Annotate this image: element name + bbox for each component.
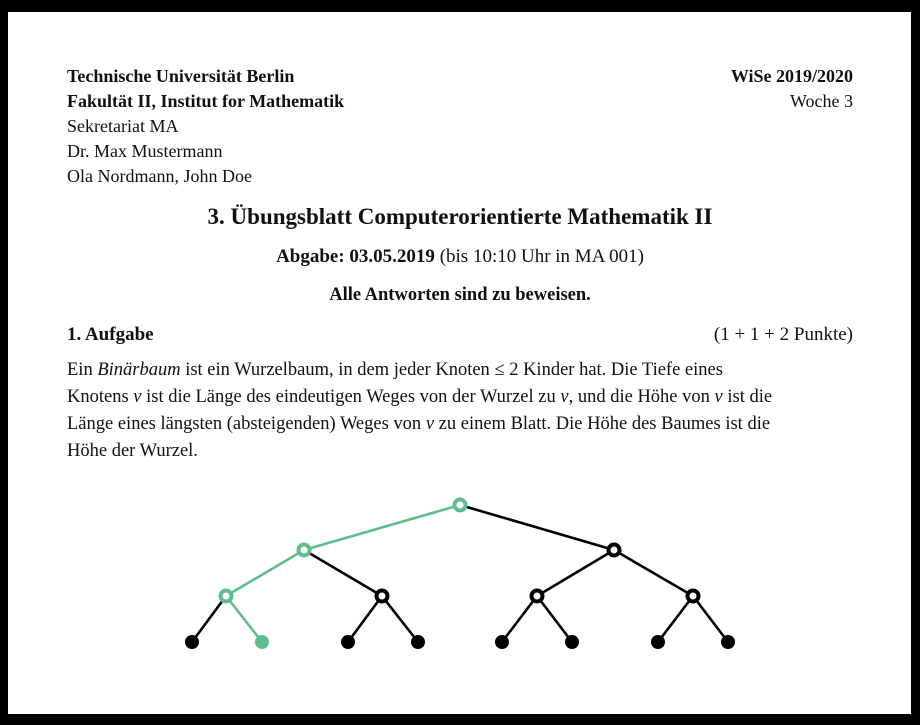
text-line: [67, 357, 853, 384]
text-segment: Ein: [67, 360, 98, 380]
header: [67, 64, 853, 189]
semester-line: WiSe 2019/2020: [730, 66, 853, 86]
tree-node-leaf6: [565, 635, 579, 649]
exercise-number: 1. Aufgabe: [67, 324, 154, 345]
secretariat-line: Sekretariat MA: [67, 116, 179, 136]
tree-edge-n2b-leaf4: [382, 596, 418, 642]
math-term: v: [425, 414, 435, 434]
submission-deadline: Abgabe: 03.05.2019: [276, 246, 435, 267]
tree-edge-n2d-leaf8: [693, 596, 728, 642]
tree-edge-n1l-n2b: [304, 550, 382, 596]
text-segment: Höhe der Wurzel.: [67, 441, 198, 461]
header-left-block: [67, 64, 344, 189]
tree-edge-n2c-leaf5: [502, 596, 537, 642]
text-line: [67, 411, 853, 438]
submission-details: (bis 10:10 Uhr in MA 001): [434, 246, 644, 267]
lecturer-line: Dr. Max Mustermann: [67, 141, 223, 161]
tree-edge-n1l-n2a: [226, 550, 304, 596]
tree-edge-n2a-leaf2: [226, 596, 262, 642]
tree-node-leaf4: [411, 635, 425, 649]
text-segment: ist die: [722, 387, 773, 407]
tree-edge-n1r-n2c: [537, 550, 614, 596]
tree-node-leaf1: [185, 635, 199, 649]
text-segment: ist ein Wurzelbaum, in dem jeder Knoten ≤ 2 Kinder hat. Die Tiefe eines: [180, 360, 723, 380]
math-term: Binärbaum: [97, 360, 181, 380]
institution-name: Technische Universität Berlin: [67, 66, 295, 86]
page-content: [8, 12, 911, 465]
faculty-name: Fakultät II, Institut for Mathematik: [67, 91, 345, 111]
text-segment: Knotens: [67, 387, 134, 407]
text-segment: , und die Höhe von: [568, 387, 715, 407]
math-term: v: [714, 387, 723, 407]
exercise-heading: [67, 322, 853, 347]
tree-edge-n2c-leaf6: [537, 596, 572, 642]
text-line: [67, 384, 853, 411]
tree-node-leaf5: [495, 635, 509, 649]
tree-node-leaf7: [651, 635, 665, 649]
exercise-text: [67, 357, 853, 465]
text-segment: zu einem Blatt. Die Höhe des Baumes ist die: [434, 414, 771, 434]
tree-node-n2c: [532, 591, 543, 602]
sheet-title: 3. Übungsblatt Computerorientierte Mathematik II: [207, 204, 713, 229]
tree-node-root: [455, 500, 466, 511]
tree-node-leaf3: [341, 635, 355, 649]
text-segment: ist die Länge des eindeutigen Weges von der Wurzel zu: [141, 387, 561, 407]
tree-node-n2a: [221, 591, 232, 602]
exercise-points: (1 + 1 + 2 Punkte): [713, 324, 853, 345]
document-page: [8, 12, 911, 714]
text-line: [67, 438, 853, 465]
math-term: v: [133, 387, 142, 407]
submission-line: [67, 245, 853, 269]
tree-edge-n2b-leaf3: [348, 596, 382, 642]
math-term: v: [560, 387, 569, 407]
tree-node-leaf2: [255, 635, 269, 649]
tree-node-n1r: [609, 545, 620, 556]
notice-line: Alle Antworten sind zu beweisen.: [329, 285, 591, 305]
tree-node-n2d: [688, 591, 699, 602]
tree-edge-n1r-n2d: [614, 550, 693, 596]
binary-tree-figure: [150, 480, 790, 680]
assistants-line: Ola Nordmann, John Doe: [67, 166, 252, 186]
tree-edge-n2a-leaf1: [192, 596, 226, 642]
tree-edge-root-n1l: [304, 505, 460, 550]
tree-node-n2b: [377, 591, 388, 602]
text-segment: Länge eines längsten (absteigenden) Weges von: [67, 414, 426, 434]
tree-edge-n2d-leaf7: [658, 596, 693, 642]
tree-node-leaf8: [721, 635, 735, 649]
tree-node-n1l: [299, 545, 310, 556]
week-line: Woche 3: [789, 91, 853, 111]
tree-edge-root-n1r: [460, 505, 614, 550]
header-right-block: [731, 64, 853, 114]
